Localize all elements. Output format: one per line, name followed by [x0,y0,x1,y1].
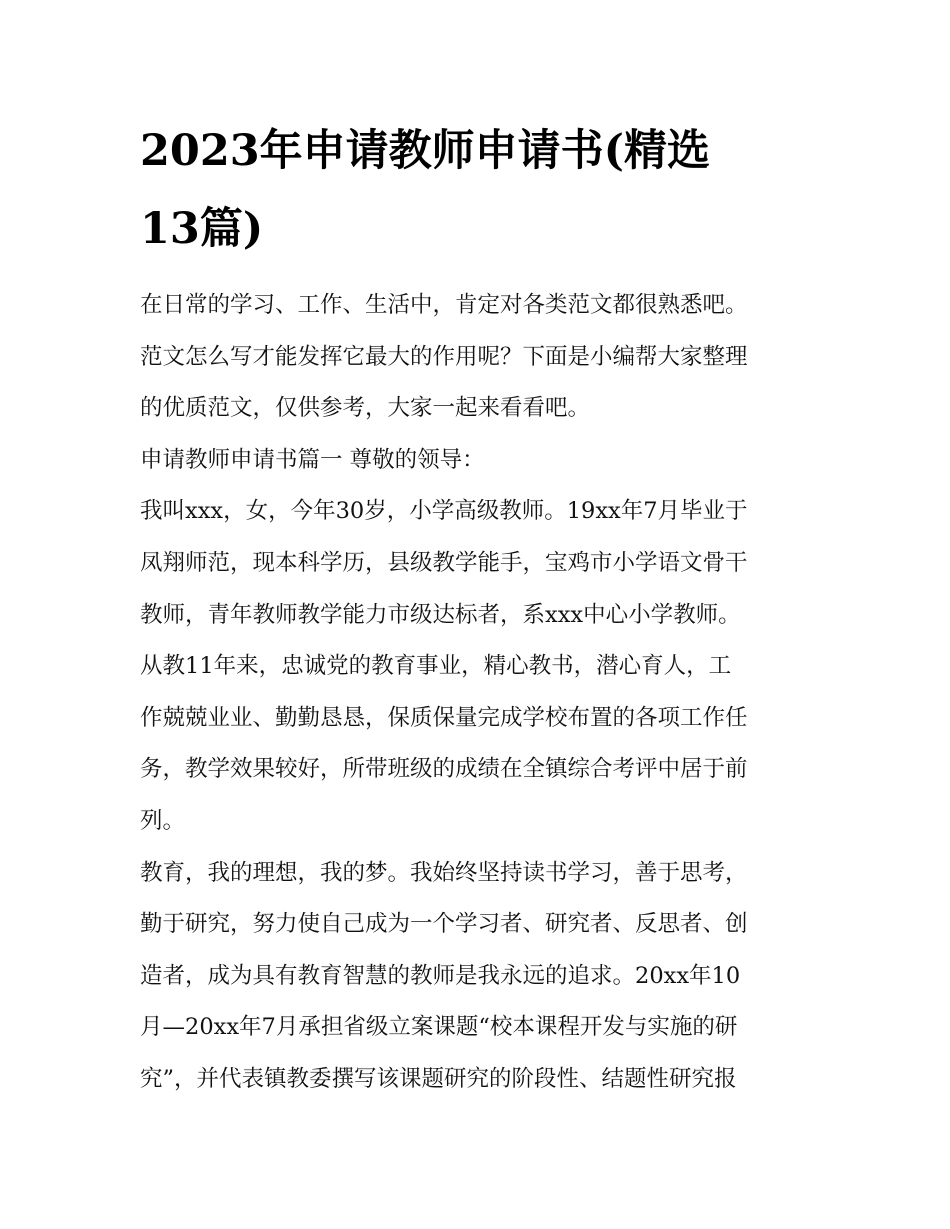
paragraph-line: 务，教学效果较好，所带班级的成绩在全镇综合考评中居于前 [140,756,748,783]
paragraph-line: 我叫xxx，女，今年30岁，小学高级教师。19xx年7月毕业于 [140,498,748,525]
paragraph-line: 从教11年来，忠诚党的教育事业，精心教书，潜心育人，工 [140,653,732,680]
paragraph-line: 月—20xx年7月承担省级立案课题“校本课程开发与实施的研 [140,1014,738,1041]
section-heading-line: 申请教师申请书篇一 尊敬的领导： [140,446,485,473]
paragraph-line: 造者，成为具有教育智慧的教师是我永远的追求。20xx年10 [140,962,741,989]
title-line-1: 2023年申请教师申请书(精选 [140,126,711,176]
paragraph-line: 的优质范文，仅供参考，大家一起来看看吧。 [140,395,591,422]
title-line-2: 13篇) [140,204,264,254]
paragraph-line: 究”，并代表镇教委撰写该课题研究的阶段性、结题性研究报 [140,1066,737,1092]
paragraph-line: 在日常的学习、工作、生活中，肯定对各类范文都很熟悉吧。 [140,292,748,318]
paragraph-line: 教师，青年教师教学能力市级达标者，系xxx中心小学教师。 [140,601,741,628]
paragraph-line: 教育，我的理想，我的梦。我始终坚持读书学习，善于思考， [140,859,748,886]
paragraph-line: 凤翔师范，现本科学历，县级教学能手，宝鸡市小学语文骨干 [140,550,748,576]
paragraph-line: 勤于研究，努力使自己成为一个学习者、研究者、反思者、创 [140,911,748,938]
paragraph-line: 列。 [140,808,186,834]
document-title [140,112,820,268]
paragraph-line: 作兢兢业业、勤勤恳恳，保质保量完成学校布置的各项工作任 [140,704,748,731]
paragraph-line: 范文怎么写才能发挥它最大的作用呢？下面是小编帮大家整理 [140,343,748,370]
